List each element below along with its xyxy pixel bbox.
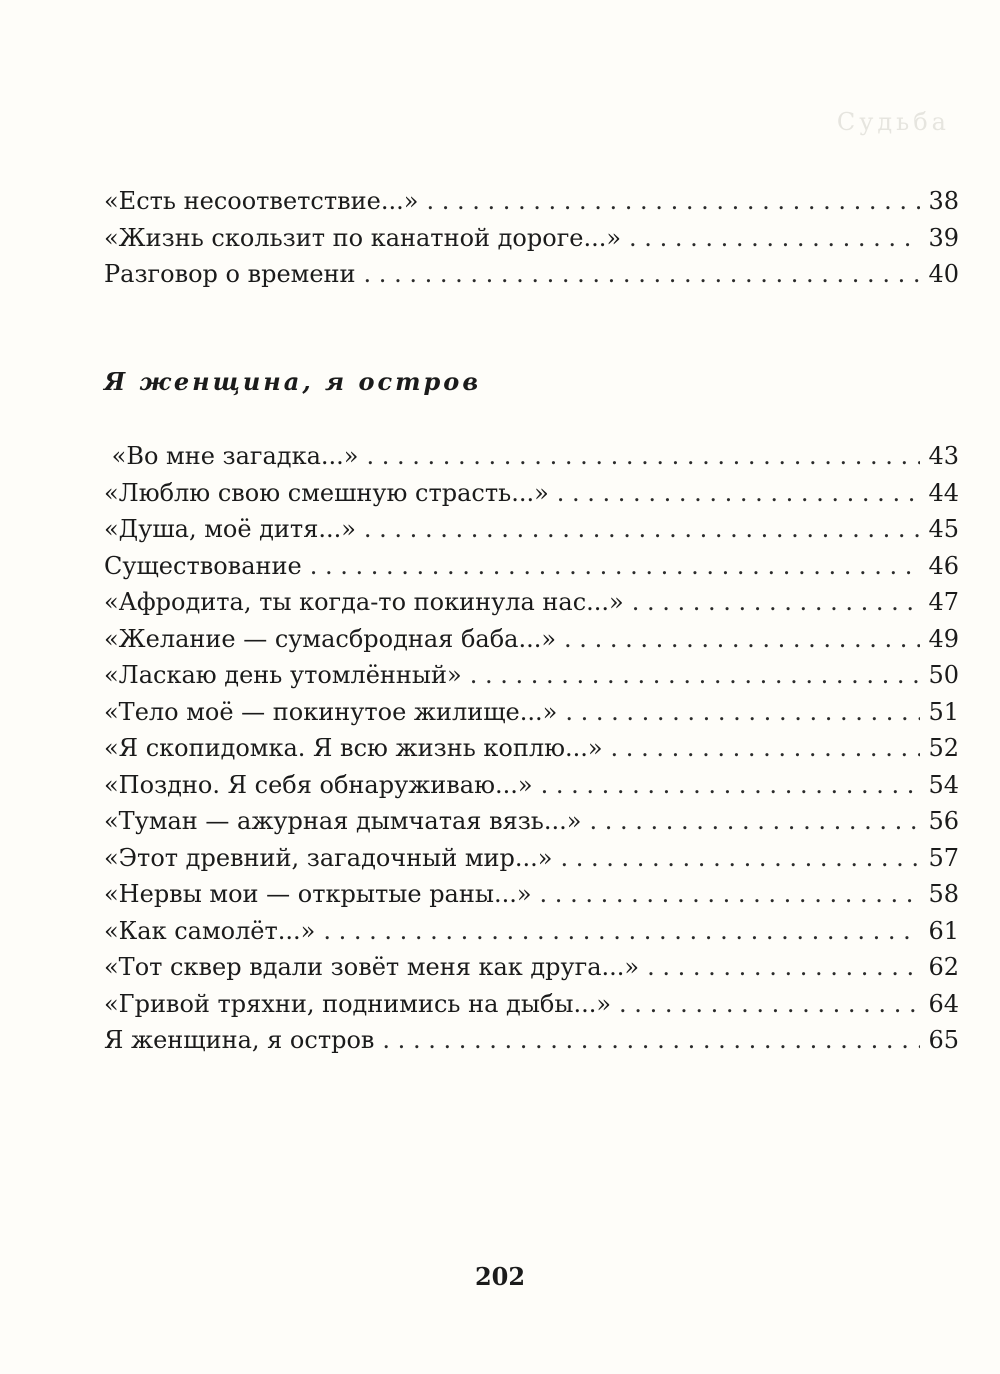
- toc-entry-page: 46: [928, 551, 959, 580]
- toc-leader-dots: [565, 694, 920, 731]
- toc-entry: [104, 1022, 959, 1059]
- toc-entry-title: «Душа, моё дитя...»: [104, 515, 356, 543]
- toc-entry-page: 47: [928, 588, 959, 616]
- toc-leader-dots: [366, 438, 920, 475]
- toc-entry-title: «Нервы мои — открытые раны...»: [104, 880, 532, 908]
- toc-entry: [104, 438, 959, 475]
- toc-entry-title: «Тело моё — покинутое жилище...»: [104, 697, 558, 726]
- toc-entry: [104, 949, 959, 986]
- toc-entry: [104, 183, 959, 220]
- toc-leader-dots: [619, 986, 920, 1023]
- toc-entry-title: «Гривой тряхни, поднимись на дыбы...»: [104, 989, 612, 1018]
- toc-entry-title: Я женщина, я остров: [104, 1026, 375, 1054]
- toc-entry-title: «Как самолёт...»: [104, 916, 316, 945]
- toc-entry: [104, 621, 959, 658]
- toc-entry: [104, 475, 959, 512]
- toc-entry-title: «Ласкаю день утомлённый»: [104, 661, 462, 689]
- toc-leader-dots: [470, 657, 921, 694]
- toc-entry-page: 38: [928, 187, 959, 215]
- toc-entry-title: «Люблю свою смешную страсть...»: [104, 478, 549, 507]
- toc-entry-page: 61: [928, 916, 959, 945]
- toc-entry-page: 54: [928, 770, 959, 799]
- toc-entry-title: «Поздно. Я себя обнаруживаю...»: [104, 770, 533, 799]
- toc-leader-dots: [364, 256, 921, 293]
- toc-leader-dots: [557, 475, 921, 512]
- toc-leader-dots: [426, 183, 920, 220]
- toc-entry: [104, 511, 959, 548]
- toc-entry: [104, 876, 959, 913]
- toc-entry-title: «Во мне загадка...»: [104, 442, 359, 470]
- toc-entry-page: 51: [928, 697, 959, 726]
- toc-leader-dots: [382, 1022, 920, 1059]
- toc-entry: [104, 840, 959, 877]
- toc-entry: [104, 803, 959, 840]
- toc-entry: [104, 548, 959, 585]
- toc-leader-dots: [611, 730, 921, 767]
- toc-leader-dots: [364, 511, 921, 548]
- toc-entry-page: 49: [928, 624, 959, 653]
- toc-entry-page: 58: [928, 880, 959, 908]
- toc-entry-page: 39: [928, 223, 959, 252]
- toc-leader-dots: [540, 876, 921, 913]
- toc-entry-title: «Афродита, ты когда-то покинула нас...»: [104, 588, 624, 616]
- toc-entry-page: 65: [928, 1026, 959, 1054]
- toc-leader-dots: [589, 803, 920, 840]
- toc-entry-page: 43: [928, 442, 959, 470]
- toc-entry-page: 52: [928, 734, 959, 762]
- toc-leader-dots: [323, 913, 920, 950]
- toc-entry-title: «Есть несоответствие...»: [104, 187, 419, 215]
- toc-entry-title: «Желание — сумасбродная баба...»: [104, 624, 557, 653]
- show-through-running-head: Судьба: [836, 108, 950, 136]
- toc-entry-title: Существование: [104, 551, 302, 580]
- toc-entry-page: 40: [928, 260, 959, 288]
- toc-entry-page: 64: [928, 989, 959, 1018]
- toc-entry-page: 56: [928, 807, 959, 835]
- toc-entry: [104, 986, 959, 1023]
- toc-entry-page: 62: [928, 953, 959, 981]
- toc-entry-title: Разговор о времени: [104, 260, 356, 288]
- toc-leader-dots: [310, 548, 921, 585]
- toc-entry-title: «Этот древний, загадочный мир...»: [104, 843, 553, 872]
- toc-entry: [104, 220, 959, 257]
- toc-leader-dots: [564, 621, 920, 658]
- toc-leader-dots: [632, 584, 921, 621]
- toc-entry: [104, 256, 959, 293]
- toc-list-second: [104, 438, 959, 1059]
- toc-entry: [104, 694, 959, 731]
- toc-entry-page: 44: [928, 478, 959, 507]
- toc-entry: [104, 913, 959, 950]
- toc-leader-dots: [560, 840, 920, 877]
- toc-entry: [104, 767, 959, 804]
- toc-list-first: [104, 183, 959, 293]
- toc-entry-page: 57: [928, 843, 959, 872]
- toc-leader-dots: [629, 220, 920, 257]
- toc-entry: [104, 657, 959, 694]
- toc-entry-page: 45: [928, 515, 959, 543]
- toc-entry: [104, 584, 959, 621]
- toc-entry-title: «Туман — ажурная дымчатая вязь...»: [104, 807, 582, 835]
- toc-entry: [104, 730, 959, 767]
- section-heading: Я женщина, я остров: [104, 367, 482, 396]
- page-number: 202: [474, 1262, 526, 1291]
- toc-leader-dots: [541, 767, 921, 804]
- toc-entry-title: «Тот сквер вдали зовёт меня как друга...»: [104, 953, 640, 981]
- toc-entry-title: «Я скопидомка. Я всю жизнь коплю...»: [104, 734, 603, 762]
- toc-entry-page: 50: [928, 661, 959, 689]
- toc-leader-dots: [647, 949, 920, 986]
- toc-entry-title: «Жизнь скользит по канатной дороге...»: [104, 223, 622, 252]
